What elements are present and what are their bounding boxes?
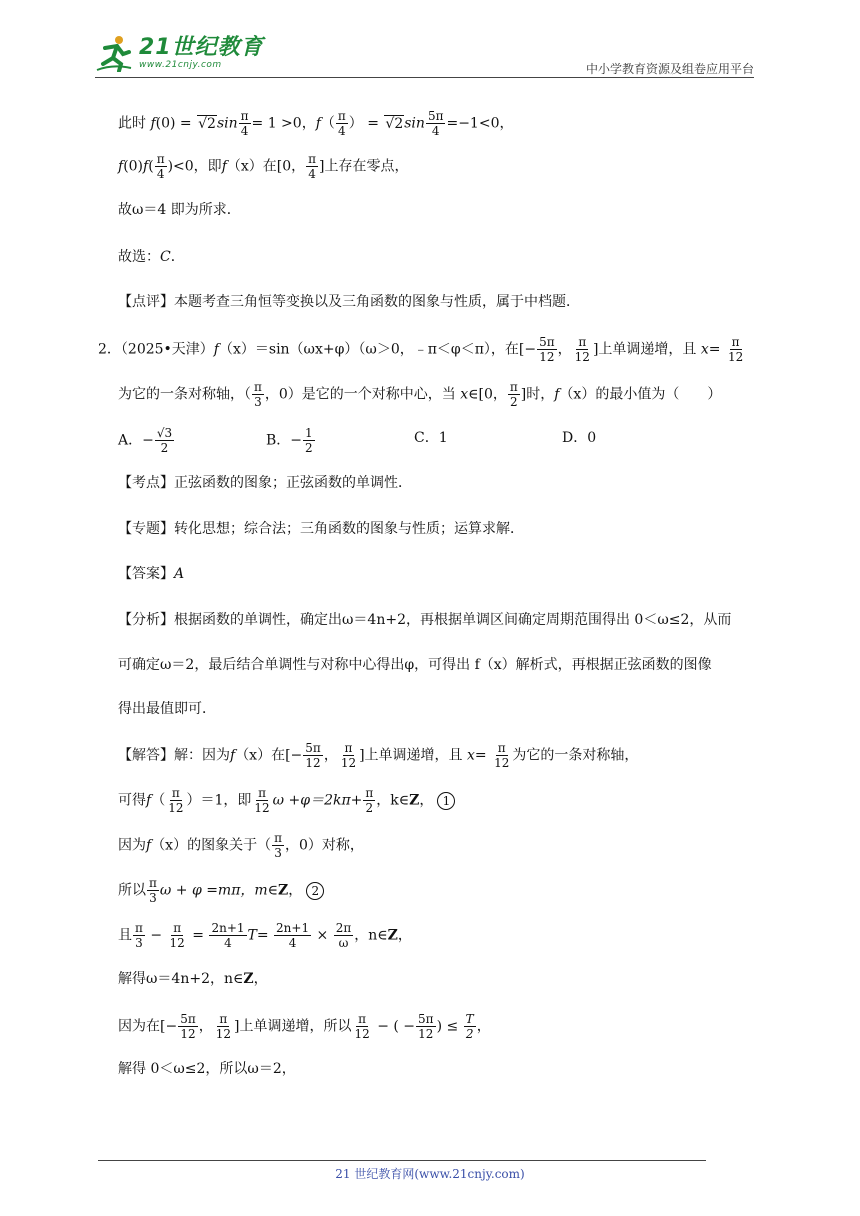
fraction: $\frac{5\pi}{4}$: [427, 109, 444, 138]
option-b[interactable]: B．− $\frac{1}{2}$: [266, 426, 313, 455]
site-logo[interactable]: [95, 34, 264, 72]
circled-number: 1: [437, 792, 455, 810]
fraction: $\frac{√3}{2}$: [156, 426, 173, 455]
fraction: $\frac{\pi}{3}$: [254, 380, 262, 409]
fraction: $\frac{1}{2}$: [305, 426, 313, 455]
fraction: $\frac{\pi}{12}$: [574, 335, 590, 364]
solution-step-3: 所以 $\frac{\pi}{3}$ ω + φ =mπ，m∈Z， 2: [118, 876, 324, 905]
fraction: $\frac{\pi}{3}$: [135, 921, 143, 950]
logo-url: www.21cnjy.com: [139, 59, 222, 70]
answer-choice-line: 故选：C．: [118, 249, 185, 265]
answer-line: 【答案】A: [118, 566, 185, 582]
header-divider: [95, 77, 754, 78]
fraction: $\frac{\pi}{4}$: [240, 109, 249, 138]
fraction: $\frac{\pi}{12}$: [254, 786, 270, 815]
fraction: $\frac{\pi}{12}$: [494, 741, 510, 770]
solution-step-2: 因为f（x）的图象关于（ $\frac{\pi}{3}$ ，0）对称，: [118, 831, 364, 860]
circled-number: 2: [306, 882, 324, 900]
fraction: $\frac{2n+1}{4}$: [211, 921, 245, 950]
fraction: $\frac{\pi}{12}$: [727, 335, 744, 364]
analysis-line-1: 【分析】根据函数的单调性，确定出ω＝4n+2，再根据单调区间确定周期范围得出 0＜ω≤2，从而: [118, 612, 732, 628]
solution-step-1: 可得f（ $\frac{\pi}{12}$ ）＝1，即 $\frac{\pi}{12}$ ω +φ＝2kπ+ $\frac{\pi}{2}$ ，k∈Z， 1: [118, 786, 455, 815]
fraction: $\frac{\pi}{3}$: [274, 831, 282, 860]
solution-step-7: 解得 0＜ω≤2，所以ω＝2，: [118, 1061, 296, 1077]
solution-step-0: 【解答】解：因为f（x）在[− $\frac{5\pi}{12}$ ， $\frac{\pi}{12}$ ]上单调递增，且 x= $\frac{\pi}{12}$ 为它的一条对称轴，: [118, 741, 639, 770]
fraction: $\frac{\pi}{4}$: [156, 152, 165, 181]
solution-step-6: 因为在[− $\frac{5\pi}{12}$ ， $\frac{\pi}{12}$ ]上单调递增，所以 $\frac{\pi}{12}$ − ( − $\frac{5\pi}{12}$ ) ≤ $\frac{T}{2}$ ，: [118, 1012, 491, 1041]
footer-link[interactable]: 21 世纪教育网(www.21cnjy.com): [335, 1167, 525, 1181]
option-a[interactable]: A．− $\frac{√3}{2}$: [118, 426, 173, 455]
solution-line-3: 故ω＝4 即为所求．: [118, 202, 241, 218]
fraction: $\frac{5\pi}{12}$: [180, 1012, 196, 1041]
option-c[interactable]: C．1: [414, 430, 448, 446]
fraction: $\frac{\pi}{12}$: [354, 1012, 370, 1041]
analysis-line-2: 可确定ω＝2，最后结合单调性与对称中心得出φ，可得出 f（x）解析式，再根据正弦函数的图像: [118, 657, 712, 673]
footer-divider: [98, 1160, 706, 1161]
question-2-line-2: 为它的一条对称轴，（ $\frac{\pi}{3}$ ，0）是它的一个对称中心，当 x∈[0， $\frac{\pi}{2}$ ]时，f（x）的最小值为（ ）: [118, 380, 722, 409]
fraction: $\frac{5\pi}{12}$: [539, 335, 555, 364]
topic-line: 【专题】转化思想；综合法；三角函数的图象与性质；运算求解．: [118, 521, 524, 537]
option-d[interactable]: D．0: [562, 430, 597, 446]
fraction: $\frac{5\pi}{12}$: [305, 741, 321, 770]
fraction: $\frac{2n+1}{4}$: [276, 921, 310, 950]
solution-step-5: 解得ω＝4n+2，n∈Z，: [118, 971, 268, 987]
fraction: $\frac{\pi}{12}$: [168, 786, 184, 815]
fraction: $\frac{\pi}{3}$: [149, 876, 157, 905]
analysis-line-3: 得出最值即可．: [118, 701, 216, 717]
fraction: $\frac{\pi}{4}$: [308, 152, 317, 181]
runner-logo-icon: [95, 34, 133, 72]
platform-name: 中小学教育资源及组卷应用平台: [585, 62, 754, 76]
fraction: $\frac{\pi}{12}$: [215, 1012, 232, 1041]
fraction: $\frac{\pi}{12}$: [340, 741, 357, 770]
fraction: $\frac{\pi}{2}$: [509, 380, 518, 409]
fraction: $\frac{\pi}{2}$: [365, 786, 374, 815]
fraction: $\frac{\pi}{12}$: [169, 921, 185, 950]
logo-text: 21世纪教育: [139, 34, 264, 60]
question-2-line-1: 2．（2025•天津）f（x）＝sin（ωx+φ）（ω＞0，﹣π＜φ＜π），在[− $\frac{5\pi}{12}$ ， $\frac{\pi}{12}$ ]上单调递增，且 x= $\frac{\pi}{12}$: [98, 335, 744, 364]
solution-step-4: 且 $\frac{\pi}{3}$ − $\frac{\pi}{12}$ = $\frac{2n+1}{4}$ T= $\frac{2n+1}{4}$ × $\frac{2\pi}{\omega}$ ，n∈Z，: [118, 921, 412, 950]
solution-line-2: f(0)f( $\frac{\pi}{4}$ )<0，即f（x）在[0， $\frac{\pi}{4}$ ]上存在零点，: [118, 152, 409, 181]
fraction: $\frac{5\pi}{12}$: [418, 1012, 434, 1041]
solution-line-1: 此时 f(0) = √2sin $\frac{\pi}{4}$ = 1 >0，f（ $\frac{\pi}{4}$ ） = √2sin $\frac{5\pi}{4}$ =−1<0，: [118, 109, 514, 138]
fraction: $\frac{T}{2}$: [465, 1012, 474, 1041]
fraction: $\frac{2\pi}{\omega}$: [335, 921, 352, 950]
comment-line: 【点评】本题考查三角恒等变换以及三角函数的图象与性质，属于中档题．: [118, 294, 580, 310]
knowledge-point: 【考点】正弦函数的图象；正弦函数的单调性．: [118, 475, 412, 491]
fraction: $\frac{\pi}{4}$: [337, 109, 346, 138]
